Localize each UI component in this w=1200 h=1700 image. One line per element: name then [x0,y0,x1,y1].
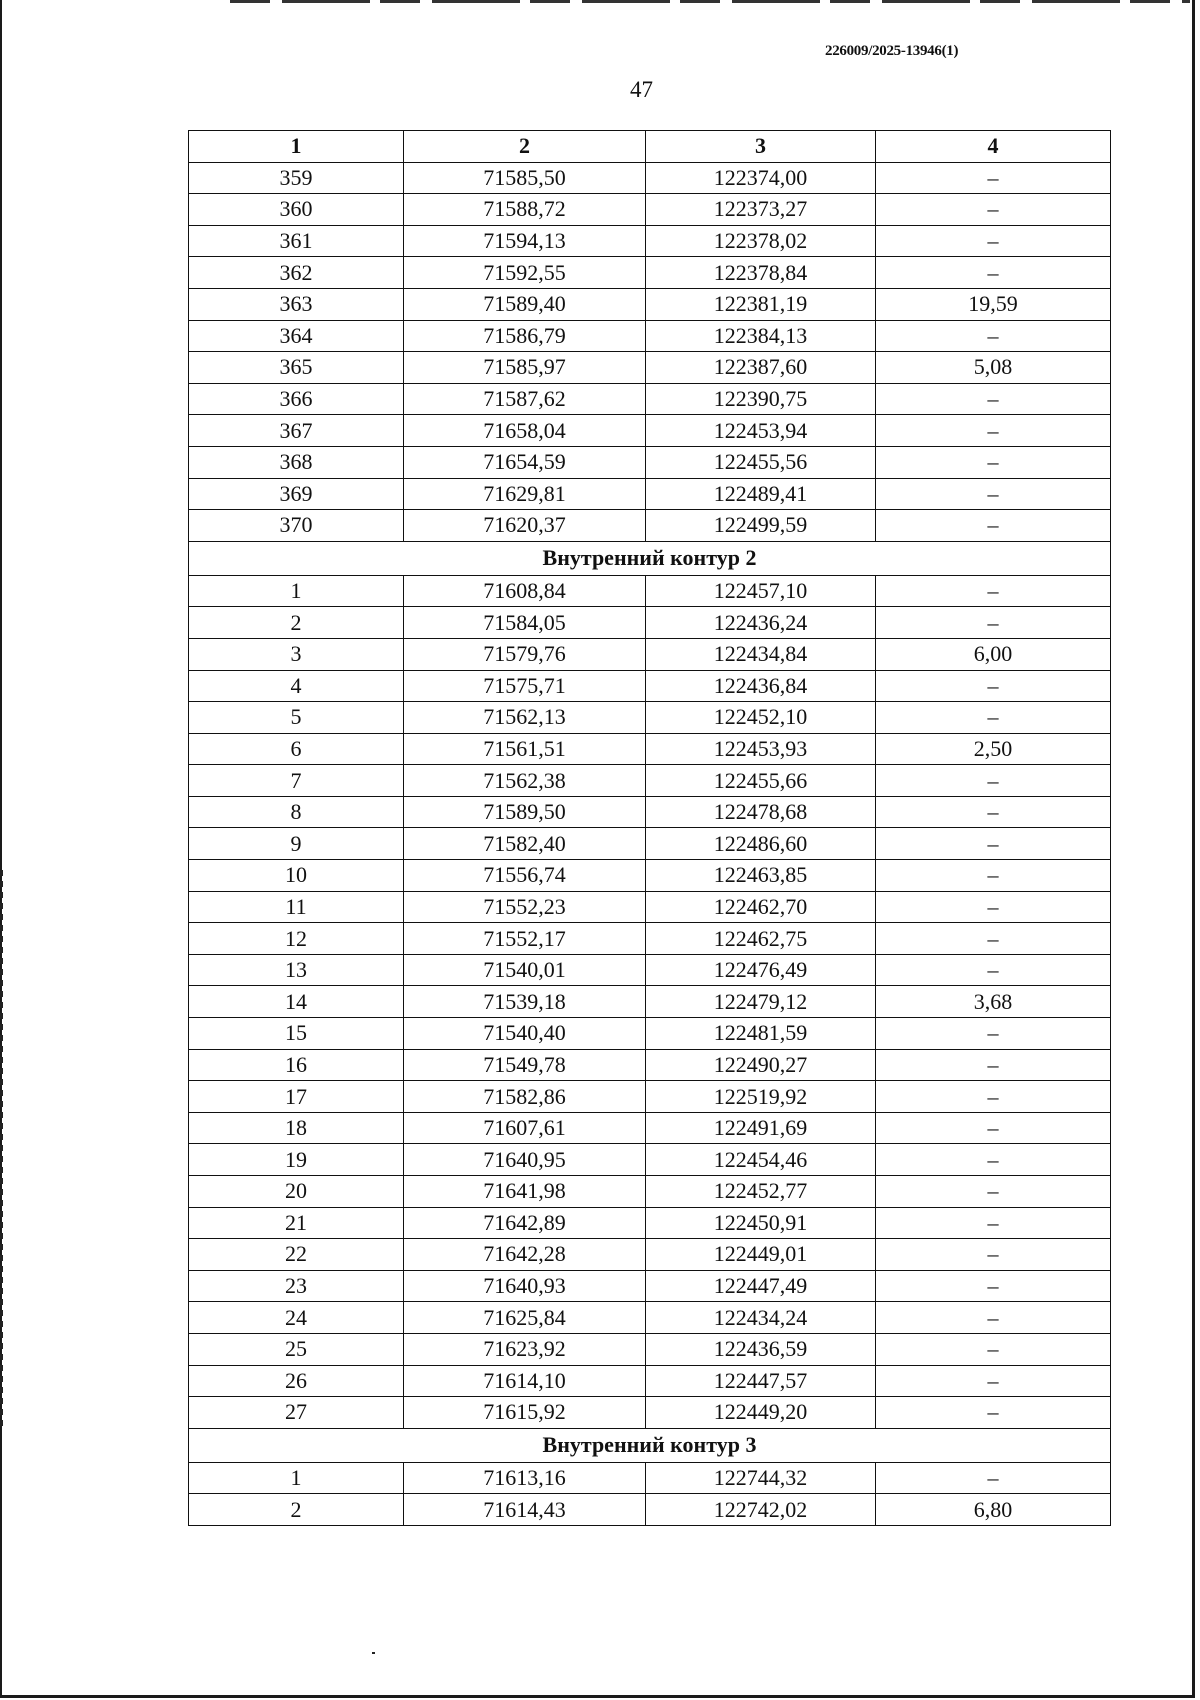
table-cell: 16 [189,1049,404,1081]
table-cell: 7 [189,765,404,797]
table-row [189,1462,1111,1494]
table-row [189,702,1111,734]
table-row [189,1176,1111,1208]
table-cell: 71640,95 [404,1144,646,1176]
column-header: 2 [404,131,646,163]
table-cell: 122453,94 [646,415,876,447]
table-cell: 367 [189,415,404,447]
table-cell: 122436,59 [646,1333,876,1365]
table-cell: – [876,1049,1111,1081]
table-cell: 2 [189,607,404,639]
document-number: 226009/2025-13946(1) [825,43,959,59]
table-cell: 1 [189,575,404,607]
section-title: Внутренний контур 2 [189,541,1111,575]
table-cell: 71561,51 [404,733,646,765]
table-cell: 122499,59 [646,510,876,542]
table-cell: 19 [189,1144,404,1176]
table-row [189,162,1111,194]
table-cell: 122447,49 [646,1270,876,1302]
table-cell: – [876,225,1111,257]
table-cell: 122434,24 [646,1302,876,1334]
table-cell: 122436,84 [646,670,876,702]
table-row [189,986,1111,1018]
table-cell: 71585,50 [404,162,646,194]
table-cell: 122455,56 [646,446,876,478]
table-cell: – [876,670,1111,702]
table-cell: 6,00 [876,638,1111,670]
table-cell: 122519,92 [646,1081,876,1113]
table-cell: 71579,76 [404,638,646,670]
table-row [189,446,1111,478]
table-cell: – [876,954,1111,986]
table-cell: – [876,765,1111,797]
table-cell: 122434,84 [646,638,876,670]
table-row [189,1207,1111,1239]
table-row [189,225,1111,257]
table-cell: 25 [189,1333,404,1365]
table-cell: 71608,84 [404,575,646,607]
table-cell: 71584,05 [404,607,646,639]
section-header-row [189,541,1111,575]
table-cell: 21 [189,1207,404,1239]
table-cell: 360 [189,194,404,226]
table-cell: 71613,16 [404,1462,646,1494]
table-cell: 361 [189,225,404,257]
table-cell: – [876,194,1111,226]
table-cell: 122453,93 [646,733,876,765]
table-cell: 71588,72 [404,194,646,226]
table-cell: 122491,69 [646,1112,876,1144]
table-row [189,765,1111,797]
table-cell: 71586,79 [404,320,646,352]
table-cell: 71614,43 [404,1494,646,1526]
left-edge-scan-marks [0,870,3,1430]
table-cell: – [876,923,1111,955]
table-cell: 368 [189,446,404,478]
table-cell: 1 [189,1462,404,1494]
table-cell: 71641,98 [404,1176,646,1208]
table-cell: – [876,415,1111,447]
table-cell: 122373,27 [646,194,876,226]
table-cell: 122384,13 [646,320,876,352]
table-cell: – [876,1397,1111,1429]
table-cell: 5,08 [876,352,1111,384]
table-cell: 122742,02 [646,1494,876,1526]
column-header: 1 [189,131,404,163]
table-cell: 71658,04 [404,415,646,447]
table-row [189,352,1111,384]
table-cell: 122455,66 [646,765,876,797]
table-cell: – [876,1207,1111,1239]
table-cell: 71556,74 [404,860,646,892]
table-row [189,478,1111,510]
table-cell: – [876,575,1111,607]
table-row [189,1270,1111,1302]
table-cell: 71587,62 [404,383,646,415]
table-cell: 71629,81 [404,478,646,510]
table-cell: 122479,12 [646,986,876,1018]
table-row [189,1144,1111,1176]
table-cell: – [876,1239,1111,1271]
table-cell: 122381,19 [646,288,876,320]
table-cell: 2,50 [876,733,1111,765]
table-cell: – [876,510,1111,542]
table-row [189,1365,1111,1397]
table-row [189,1333,1111,1365]
table-row [189,320,1111,352]
table-cell: 122457,10 [646,575,876,607]
table-cell: 71654,59 [404,446,646,478]
table-cell: 71549,78 [404,1049,646,1081]
table-cell: 363 [189,288,404,320]
table-row [189,1112,1111,1144]
table-cell: 71585,97 [404,352,646,384]
table-row [189,954,1111,986]
table-row [189,638,1111,670]
table-cell: 22 [189,1239,404,1271]
table-cell: – [876,383,1111,415]
table-cell: 122452,10 [646,702,876,734]
table-row [189,860,1111,892]
table-cell: 366 [189,383,404,415]
table-cell: 6 [189,733,404,765]
table-cell: 4 [189,670,404,702]
table-row [189,575,1111,607]
table-cell: – [876,828,1111,860]
table-cell: – [876,257,1111,289]
table-cell: 2 [189,1494,404,1526]
table-cell: 122436,24 [646,607,876,639]
table-row [189,415,1111,447]
table-cell: 27 [189,1397,404,1429]
table-row [189,891,1111,923]
table-cell: 122454,46 [646,1144,876,1176]
table-cell: 71539,18 [404,986,646,1018]
table-cell: – [876,478,1111,510]
table-cell: 18 [189,1112,404,1144]
table-cell: 122478,68 [646,796,876,828]
table-cell: 71575,71 [404,670,646,702]
table-cell: 122463,85 [646,860,876,892]
table-cell: 122489,41 [646,478,876,510]
table-cell: 122387,60 [646,352,876,384]
table-cell: 362 [189,257,404,289]
table-cell: 19,59 [876,288,1111,320]
table-cell: – [876,1270,1111,1302]
table-cell: – [876,1112,1111,1144]
table-row [189,194,1111,226]
table-cell: – [876,1144,1111,1176]
table-cell: 20 [189,1176,404,1208]
table-row [189,1081,1111,1113]
table-cell: 122744,32 [646,1462,876,1494]
table-cell: 23 [189,1270,404,1302]
table-cell: 15 [189,1018,404,1050]
table-cell: – [876,860,1111,892]
table-cell: 364 [189,320,404,352]
table-cell: – [876,1081,1111,1113]
table-cell: 71640,93 [404,1270,646,1302]
table-cell: 122447,57 [646,1365,876,1397]
table-cell: 122378,84 [646,257,876,289]
table-row [189,510,1111,542]
table-cell: 359 [189,162,404,194]
table-cell: 71540,40 [404,1018,646,1050]
table-cell: 122450,91 [646,1207,876,1239]
table-row [189,1049,1111,1081]
table-cell: 370 [189,510,404,542]
table-cell: 71589,50 [404,796,646,828]
table-cell: 10 [189,860,404,892]
table-cell: 12 [189,923,404,955]
table-cell: 3,68 [876,986,1111,1018]
table-cell: 71562,38 [404,765,646,797]
table-cell: 122449,01 [646,1239,876,1271]
table-cell: 8 [189,796,404,828]
table-row [189,383,1111,415]
table-cell: – [876,446,1111,478]
table-cell: 122449,20 [646,1397,876,1429]
top-scan-line [230,0,1190,3]
table-cell: 3 [189,638,404,670]
table-cell: 11 [189,891,404,923]
table-cell: 71552,17 [404,923,646,955]
table-cell: 71620,37 [404,510,646,542]
table-cell: 71614,10 [404,1365,646,1397]
table-cell: – [876,796,1111,828]
table-cell: 122452,77 [646,1176,876,1208]
table-cell: 24 [189,1302,404,1334]
table-cell: 122476,49 [646,954,876,986]
table-cell: 369 [189,478,404,510]
table-cell: 17 [189,1081,404,1113]
table-cell: 71642,89 [404,1207,646,1239]
table-cell: 71592,55 [404,257,646,289]
table-row [189,288,1111,320]
table-body [189,162,1111,1525]
table-row [189,1397,1111,1429]
table-cell: 26 [189,1365,404,1397]
table-cell: – [876,1365,1111,1397]
table-cell: 122390,75 [646,383,876,415]
table-cell: – [876,607,1111,639]
table-row [189,670,1111,702]
coordinates-table [188,130,1111,1526]
table-cell: – [876,891,1111,923]
table-cell: 5 [189,702,404,734]
table-cell: 122486,60 [646,828,876,860]
table-cell: – [876,702,1111,734]
table-cell: 71625,84 [404,1302,646,1334]
table-cell: 6,80 [876,1494,1111,1526]
table-cell: 71589,40 [404,288,646,320]
column-header: 4 [876,131,1111,163]
table-cell: – [876,1302,1111,1334]
table-cell: 122462,75 [646,923,876,955]
table-row [189,796,1111,828]
table-cell: – [876,1018,1111,1050]
table-row [189,1494,1111,1526]
table-cell: 122481,59 [646,1018,876,1050]
table-cell: 122378,02 [646,225,876,257]
table-cell: 9 [189,828,404,860]
table-row [189,1239,1111,1271]
table-cell: 71582,40 [404,828,646,860]
table-row [189,733,1111,765]
page-number: 47 [630,77,653,102]
table-row [189,923,1111,955]
column-header: 3 [646,131,876,163]
table-cell: 71582,86 [404,1081,646,1113]
table-header-row [189,131,1111,163]
scan-speck [372,1652,375,1654]
table-cell: 122462,70 [646,891,876,923]
table-cell: 71540,01 [404,954,646,986]
section-title: Внутренний контур 3 [189,1428,1111,1462]
table-cell: 122374,00 [646,162,876,194]
section-header-row [189,1428,1111,1462]
table-cell: 71642,28 [404,1239,646,1271]
table-cell: 365 [189,352,404,384]
table-cell: – [876,1462,1111,1494]
table-cell: 71562,13 [404,702,646,734]
table-row [189,1302,1111,1334]
table-cell: 71615,92 [404,1397,646,1429]
table-cell: – [876,1333,1111,1365]
table-row [189,1018,1111,1050]
table-row [189,607,1111,639]
table-row [189,257,1111,289]
table-cell: 71552,23 [404,891,646,923]
table-cell: 71607,61 [404,1112,646,1144]
table-cell: 71623,92 [404,1333,646,1365]
table-cell: 14 [189,986,404,1018]
table-cell: – [876,162,1111,194]
table-row [189,828,1111,860]
table-cell: – [876,1176,1111,1208]
table-cell: 13 [189,954,404,986]
table-cell: – [876,320,1111,352]
table-cell: 122490,27 [646,1049,876,1081]
table-cell: 71594,13 [404,225,646,257]
